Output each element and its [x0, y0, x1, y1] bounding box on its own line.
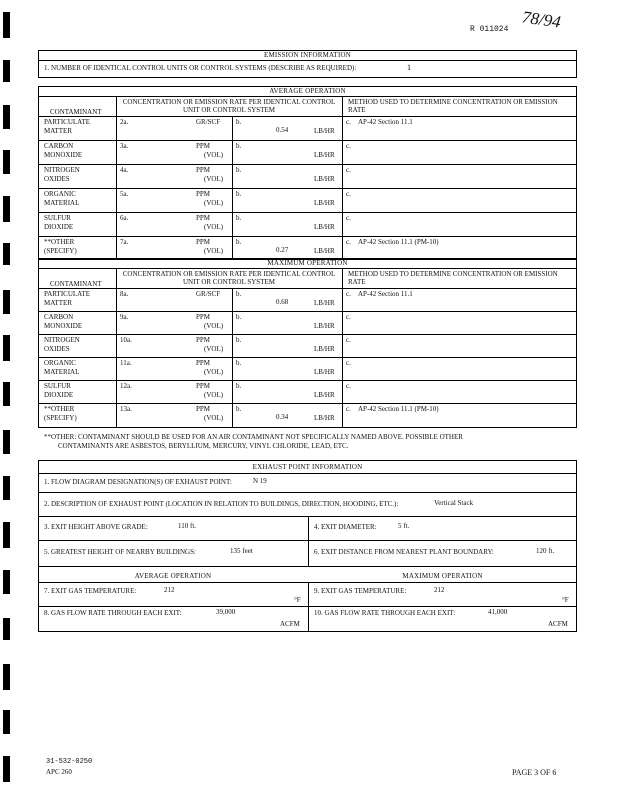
concentration-item-number: 4a. [120, 166, 129, 174]
row-divider [38, 236, 577, 237]
binder-mark [3, 12, 10, 38]
contaminant-name: NITROGEN [44, 166, 80, 174]
method-item-letter: c. [346, 214, 351, 222]
method-item-letter: c. [346, 190, 351, 198]
row-divider [38, 164, 577, 165]
rate-item-letter: b. [236, 190, 242, 198]
contaminant-name-2: (SPECIFY) [44, 414, 77, 422]
concentration-unit-vol: (VOL) [204, 223, 224, 231]
exhaust-q9-label: 9. EXIT GAS TEMPERATURE: [314, 587, 407, 595]
concentration-unit: PPM [196, 142, 211, 150]
method-item-letter: c. [346, 382, 351, 390]
concentration-unit-vol: (VOL) [204, 322, 224, 330]
rate-item-letter: b. [236, 359, 242, 367]
page-number: PAGE 3 OF 6 [512, 768, 557, 777]
max-col-method: METHOD USED TO DETERMINE CONCENTRATION OR EMISSION RATE [348, 270, 558, 286]
method-value: AP-42 Section 11.1 (PM-10) [358, 238, 439, 246]
emission-rate-unit: LB/HR [314, 247, 335, 255]
concentration-item-number: 12a. [120, 382, 132, 390]
concentration-unit-vol: (VOL) [204, 175, 224, 183]
exhaust-q8-unit: ACFM [280, 620, 300, 628]
concentration-unit-vol: (VOL) [204, 368, 224, 376]
method-item-letter: c. [346, 118, 351, 126]
avg-col-concentration: CONCENTRATION OR EMISSION RATE PER IDENTICAL CONTROL UNIT OR CONTROL SYSTEM [122, 98, 336, 114]
method-item-letter: c. [346, 336, 351, 344]
method-value: AP-42 Section 11.1 [358, 290, 413, 298]
emission-rate-unit: LB/HR [314, 299, 335, 307]
contaminant-name-2: DIOXIDE [44, 223, 74, 231]
binder-mark [3, 150, 10, 174]
binder-mark [3, 522, 10, 548]
row-divider [38, 212, 577, 213]
exhaust-info-title: EXHAUST POINT INFORMATION [252, 463, 363, 471]
form-id-2: APC 260 [46, 768, 72, 776]
emission-rate-unit: LB/HR [314, 151, 335, 159]
exhaust-q2-label: 2. DESCRIPTION OF EXHAUST POINT (LOCATION IN RELATION TO BUILDINGS, DIRECTION, HOODING, ETC.): [44, 500, 399, 508]
contaminant-name-2: MONOXIDE [44, 151, 83, 159]
emission-rate-unit: LB/HR [314, 175, 335, 183]
concentration-unit-vol: (VOL) [204, 345, 224, 353]
concentration-unit: PPM [196, 214, 211, 222]
concentration-unit: PPM [196, 190, 211, 198]
exhaust-q6-label: 6. EXIT DISTANCE FROM NEAREST PLANT BOUNDARY: [314, 548, 494, 556]
concentration-unit: PPM [196, 359, 211, 367]
emission-rate-unit: LB/HR [314, 368, 335, 376]
exhaust-q1-value: N 19 [253, 477, 267, 485]
row-divider [38, 357, 577, 358]
concentration-item-number: 9a. [120, 313, 129, 321]
concentration-item-number: 11a. [120, 359, 132, 367]
exhaust-q1-label: 1. FLOW DIAGRAM DESIGNATION(S) OF EXHAUST POINT: [44, 478, 232, 486]
binder-mark [3, 196, 10, 222]
exhaust-q3-label: 3. EXIT HEIGHT ABOVE GRADE: [44, 523, 148, 531]
average-operation-title: AVERAGE OPERATION [269, 87, 346, 95]
avg-col-method: METHOD USED TO DETERMINE CONCENTRATION OR EMISSION RATE [348, 98, 558, 114]
emission-rate-value: 0.68 [276, 298, 289, 306]
binder-mark [3, 105, 10, 129]
contaminant-name-2: (SPECIFY) [44, 247, 77, 255]
binder-mark [3, 476, 10, 500]
contaminant-name: CARBON [44, 313, 74, 321]
exhaust-q8-label: 8. GAS FLOW RATE THROUGH EACH EXIT: [44, 609, 182, 617]
concentration-item-number: 3a. [120, 142, 129, 150]
handwritten-note: 78/94 [520, 7, 562, 32]
contaminant-name: PARTICULATE [44, 118, 90, 126]
footnote-line2: CONTAMINANTS ARE ASBESTOS, BERYLLIUM, MERCURY, VINYL CHLORIDE, LEAD, ETC. [58, 442, 349, 450]
method-item-letter: c. [346, 405, 351, 413]
contaminant-name: NITROGEN [44, 336, 80, 344]
emission-rate-unit: LB/HR [314, 345, 335, 353]
contaminant-name: SULFUR [44, 382, 71, 390]
exhaust-q7-unit: °F [294, 596, 301, 604]
concentration-unit: PPM [196, 238, 211, 246]
max-col-contaminant: CONTAMINANT [50, 280, 102, 288]
max-col-concentration: CONCENTRATION OR EMISSION RATE PER IDENTICAL CONTROL UNIT OR CONTROL SYSTEM [122, 270, 336, 286]
row-divider [38, 311, 577, 312]
contaminant-name: SULFUR [44, 214, 71, 222]
emission-rate-value: 0.27 [276, 246, 289, 254]
method-item-letter: c. [346, 359, 351, 367]
rate-item-letter: b. [236, 382, 242, 390]
exhaust-q5-label: 5. GREATEST HEIGHT OF NEARBY BUILDINGS: [44, 548, 196, 556]
rate-item-letter: b. [236, 238, 242, 246]
concentration-item-number: 7a. [120, 238, 129, 246]
concentration-unit: GR/SCF [196, 290, 221, 298]
emission-rate-unit: LB/HR [314, 199, 335, 207]
contaminant-name: ORGANIC [44, 190, 76, 198]
concentration-item-number: 13a. [120, 405, 132, 413]
binder-mark [3, 60, 10, 82]
emission-q1-label: 1. NUMBER OF IDENTICAL CONTROL UNITS OR CONTROL SYSTEMS (DESCRIBE AS REQUIRED): [44, 64, 357, 72]
doc-number: R 011024 [470, 25, 509, 34]
contaminant-name-2: MONOXIDE [44, 322, 83, 330]
concentration-item-number: 6a. [120, 214, 129, 222]
emission-rate-unit: LB/HR [314, 391, 335, 399]
exhaust-q4-label: 4. EXIT DIAMETER: [314, 523, 377, 531]
method-item-letter: c. [346, 166, 351, 174]
contaminant-name-2: MATTER [44, 127, 72, 135]
emission-rate-unit: LB/HR [314, 127, 335, 135]
contaminant-name: ORGANIC [44, 359, 76, 367]
contaminant-name: **OTHER [44, 238, 75, 246]
exhaust-q10-unit: ACFM [548, 620, 568, 628]
form-id-1: 31-532-0250 [46, 758, 93, 766]
binder-mark [3, 335, 10, 361]
concentration-unit: PPM [196, 166, 211, 174]
method-item-letter: c. [346, 142, 351, 150]
emission-rate-unit: LB/HR [314, 414, 335, 422]
emission-info-title: EMISSION INFORMATION [263, 51, 352, 59]
exhaust-q8-value: 39,000 [216, 608, 236, 616]
exhaust-q10-value: 41,000 [488, 608, 508, 616]
concentration-unit-vol: (VOL) [204, 247, 224, 255]
row-divider [38, 334, 577, 335]
binder-mark [3, 243, 10, 265]
exhaust-q7-label: 7. EXIT GAS TEMPERATURE: [44, 587, 137, 595]
row-divider [38, 380, 577, 381]
binder-mark [3, 570, 10, 594]
concentration-unit-vol: (VOL) [204, 151, 224, 159]
binder-mark [3, 664, 10, 690]
exhaust-q6-value: 120 ft. [536, 547, 555, 555]
emission-rate-value: 0.34 [276, 413, 289, 421]
exhaust-q4-value: 5 ft. [398, 522, 410, 530]
row-divider [38, 140, 577, 141]
method-item-letter: c. [346, 238, 351, 246]
emission-rate-unit: LB/HR [314, 322, 335, 330]
contaminant-name-2: MATERIAL [44, 199, 80, 207]
emission-q1-value: 1 [407, 63, 411, 72]
concentration-item-number: 10a. [120, 336, 132, 344]
method-item-letter: c. [346, 290, 351, 298]
contaminant-name: CARBON [44, 142, 74, 150]
maximum-operation-title: MAXIMUM OPERATION [267, 259, 348, 267]
concentration-item-number: 8a. [120, 290, 129, 298]
exhaust-q9-value: 212 [434, 586, 445, 594]
concentration-unit: GR/SCF [196, 118, 221, 126]
contaminant-name-2: OXIDES [44, 345, 70, 353]
footnote-line1: **OTHER: CONTAMINANT SHOULD BE USED FOR AN AIR CONTAMINANT NOT SPECIFICALLY NAMED ABOVE. POSSIBLE OTHER [44, 433, 463, 441]
rate-item-letter: b. [236, 142, 242, 150]
emission-rate-unit: LB/HR [314, 223, 335, 231]
concentration-unit-vol: (VOL) [204, 391, 224, 399]
row-divider [38, 403, 577, 404]
concentration-unit: PPM [196, 382, 211, 390]
row-divider [38, 188, 577, 189]
rate-item-letter: b. [236, 214, 242, 222]
binder-mark [3, 430, 10, 454]
binder-mark [3, 618, 10, 640]
method-value: AP-42 Section 11.1 (PM-10) [358, 405, 439, 413]
rate-item-letter: b. [236, 166, 242, 174]
binder-mark [3, 756, 10, 782]
exhaust-q5-value: 135 feet [230, 547, 253, 555]
contaminant-name-2: DIOXIDE [44, 391, 74, 399]
contaminant-name: **OTHER [44, 405, 75, 413]
avg-col-contaminant: CONTAMINANT [50, 108, 102, 116]
concentration-unit-vol: (VOL) [204, 199, 224, 207]
contaminant-name-2: OXIDES [44, 175, 70, 183]
exhaust-max-title: MAXIMUM OPERATION [402, 572, 483, 580]
exhaust-avg-title: AVERAGE OPERATION [134, 572, 212, 580]
exhaust-q7-value: 212 [164, 586, 175, 594]
rate-item-letter: b. [236, 290, 242, 298]
binder-mark [3, 710, 10, 734]
concentration-item-number: 2a. [120, 118, 129, 126]
rate-item-letter: b. [236, 336, 242, 344]
rate-item-letter: b. [236, 313, 242, 321]
concentration-item-number: 5a. [120, 190, 129, 198]
binder-mark [3, 382, 10, 406]
method-item-letter: c. [346, 313, 351, 321]
contaminant-name-2: MATTER [44, 299, 72, 307]
concentration-unit: PPM [196, 336, 211, 344]
exhaust-q3-value: 110 ft. [178, 522, 197, 530]
contaminant-name: PARTICULATE [44, 290, 90, 298]
rate-item-letter: b. [236, 118, 242, 126]
concentration-unit-vol: (VOL) [204, 414, 224, 422]
binder-mark [3, 290, 10, 314]
contaminant-name-2: MATERIAL [44, 368, 80, 376]
emission-rate-value: 0.54 [276, 126, 289, 134]
exhaust-q10-label: 10. GAS FLOW RATE THROUGH EACH EXIT: [314, 609, 456, 617]
concentration-unit: PPM [196, 405, 211, 413]
method-value: AP-42 Section 11.1 [358, 118, 413, 126]
concentration-unit: PPM [196, 313, 211, 321]
rate-item-letter: b. [236, 405, 242, 413]
exhaust-q9-unit: °F [562, 596, 569, 604]
exhaust-q2-value: Vertical Stack [434, 499, 474, 507]
